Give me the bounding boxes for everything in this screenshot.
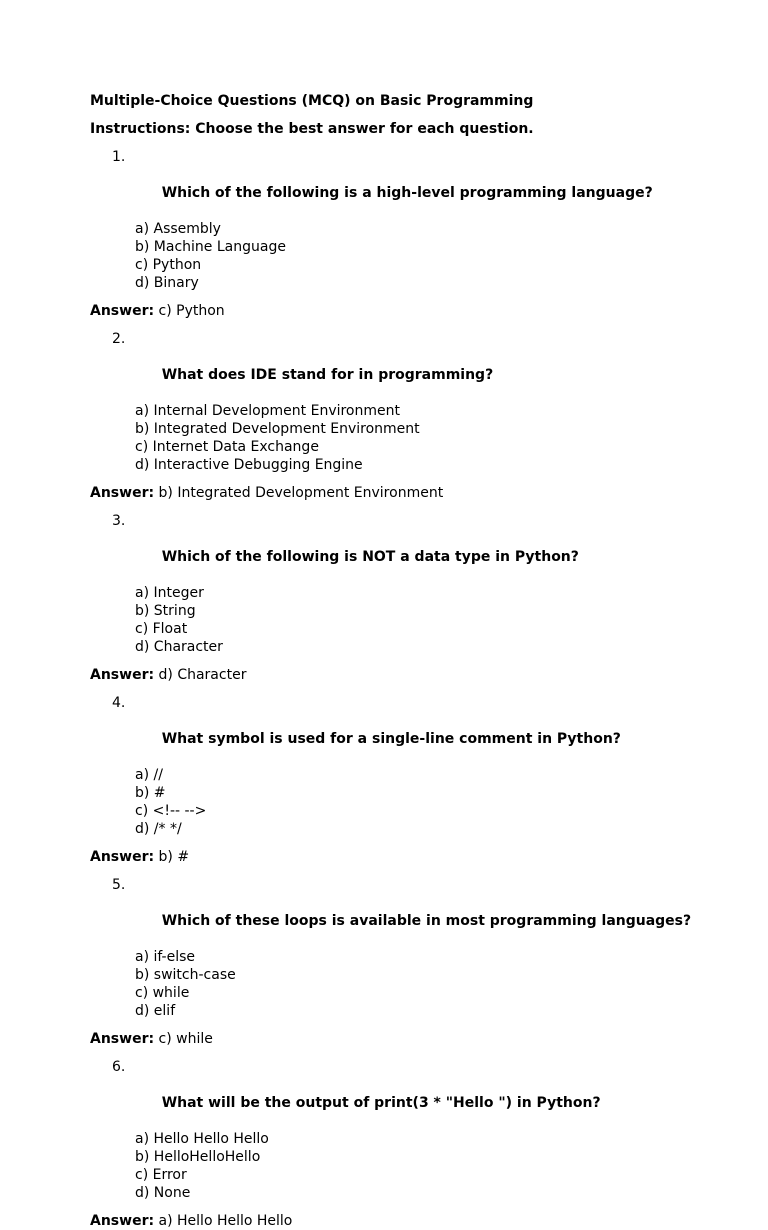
question-block [90, 330, 730, 474]
answer-value: c) while [154, 1031, 213, 1047]
document-title: Multiple-Choice Questions (MCQ) on Basic Programming [90, 93, 534, 109]
question-number: 4. [112, 695, 126, 711]
option-item: c) Python [135, 257, 202, 273]
answer-label: Answer: [90, 1031, 155, 1047]
options-list [90, 766, 730, 838]
question-number: 2. [112, 331, 126, 347]
answer-value: b) Integrated Development Environment [154, 485, 444, 501]
option-item: c) Float [135, 621, 188, 637]
question-row [90, 330, 730, 402]
option-item: b) # [135, 785, 166, 801]
option-item: b) Machine Language [135, 239, 286, 255]
options-list [90, 402, 730, 474]
answer-line [90, 1030, 730, 1048]
option-item: d) Binary [135, 275, 199, 291]
option-item: d) /* */ [135, 821, 182, 837]
question-block [90, 512, 730, 656]
option-item: a) if-else [135, 949, 196, 965]
option-item: a) Assembly [135, 221, 221, 237]
option-item: d) Character [135, 639, 223, 655]
answer-value: d) Character [154, 667, 247, 683]
answer-value: c) Python [154, 303, 225, 319]
options-list [90, 220, 730, 292]
question-text: What symbol is used for a single-line comment in Python? [161, 731, 621, 747]
option-item: b) Integrated Development Environment [135, 421, 420, 437]
instructions: Instructions: Choose the best answer for each question. [90, 121, 534, 137]
option-item: c) <!-- --> [135, 803, 207, 819]
question-row [90, 148, 730, 220]
option-item: b) String [135, 603, 196, 619]
option-item: c) while [135, 985, 190, 1001]
question-row [90, 1058, 730, 1130]
option-item: d) elif [135, 1003, 176, 1019]
option-item: a) Hello Hello Hello [135, 1131, 269, 1147]
option-item: d) Interactive Debugging Engine [135, 457, 363, 473]
question-text: What will be the output of print(3 * "Hello ") in Python? [161, 1095, 601, 1111]
options-list [90, 584, 730, 656]
answer-label: Answer: [90, 849, 155, 865]
question-number: 6. [112, 1059, 126, 1075]
question-row [90, 512, 730, 584]
question-row [90, 876, 730, 948]
option-item: d) None [135, 1185, 191, 1201]
answer-line [90, 302, 730, 320]
question-block [90, 876, 730, 1020]
option-item: a) Integer [135, 585, 204, 601]
option-item: a) // [135, 767, 163, 783]
answer-line [90, 666, 730, 684]
question-block [90, 1058, 730, 1202]
answer-label: Answer: [90, 303, 155, 319]
answer-value: b) # [154, 849, 190, 865]
question-block [90, 694, 730, 838]
question-row [90, 694, 730, 766]
document-page [90, 90, 730, 1230]
option-item: b) switch-case [135, 967, 236, 983]
answer-label: Answer: [90, 667, 155, 683]
option-item: a) Internal Development Environment [135, 403, 400, 419]
answer-line [90, 484, 730, 502]
question-text: Which of the following is a high-level programming language? [161, 185, 653, 201]
question-number: 3. [112, 513, 126, 529]
question-text: What does IDE stand for in programming? [161, 367, 494, 383]
answer-label: Answer: [90, 485, 155, 501]
options-list [90, 1130, 730, 1202]
question-number: 5. [112, 877, 126, 893]
answer-line [90, 1212, 730, 1230]
option-item: c) Internet Data Exchange [135, 439, 319, 455]
answer-label: Answer: [90, 1213, 155, 1229]
question-block [90, 148, 730, 292]
question-number: 1. [112, 149, 126, 165]
question-text: Which of the following is NOT a data type in Python? [161, 549, 579, 565]
option-item: b) HelloHelloHello [135, 1149, 261, 1165]
option-item: c) Error [135, 1167, 187, 1183]
options-list [90, 948, 730, 1020]
answer-line [90, 848, 730, 866]
question-text: Which of these loops is available in most programming languages? [161, 913, 692, 929]
answer-value: a) Hello Hello Hello [154, 1213, 293, 1229]
